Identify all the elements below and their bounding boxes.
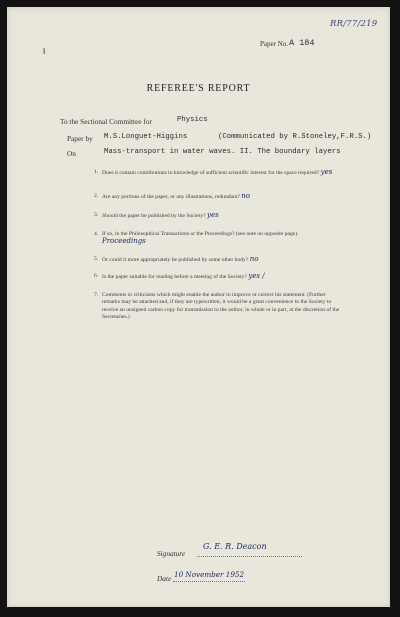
question-1 — [94, 168, 342, 177]
question-number: 7. — [94, 292, 99, 298]
paper-no-label: Paper No. — [260, 40, 288, 48]
question-2 — [94, 192, 342, 201]
committee-value: Physics — [177, 116, 208, 124]
date-label: Date — [157, 574, 172, 583]
question-number: 2. — [94, 193, 99, 199]
paper-by-label: Paper by — [67, 134, 93, 143]
date-value: 10 November 1952 — [174, 570, 245, 579]
question-7 — [94, 292, 342, 322]
question-text: Is the paper suitable for reading before a meeting of the Society? — [102, 274, 247, 280]
question-number: 4. — [94, 231, 99, 237]
question-text: Are any portions of the paper, or any illustrations, redundant? — [102, 194, 240, 200]
archive-reference: RR/77/219 — [330, 19, 378, 29]
answer: no — [249, 255, 259, 263]
on-label: On — [67, 149, 76, 158]
question-text: Should the paper be published by the Society? — [102, 213, 206, 219]
question-number: 5. — [94, 256, 99, 262]
answer: yes / — [248, 272, 265, 280]
paper-no-value: A 184 — [289, 38, 315, 48]
signature-line — [197, 556, 302, 557]
question-text: If so, in the Philosophical Transactions or the Proceedings? (see note on opposite page). — [102, 231, 299, 237]
answer: yes — [207, 211, 219, 219]
margin-mark: ɫ — [43, 47, 46, 56]
question-text: Or could it more appropriately be published by some other body? — [102, 257, 249, 263]
question-3 — [94, 211, 342, 220]
page-title: REFEREE'S REPORT — [146, 83, 251, 94]
answer: Proceedings — [102, 237, 146, 246]
signature-value: G. E. R. Deacon — [203, 542, 267, 551]
question-text: Does it contain contributions to knowledge of sufficient scientific interest for the space required? — [102, 170, 320, 176]
on-value: Mass-transport in water waves. II. The boundary layers — [104, 148, 341, 156]
date-line — [173, 581, 245, 582]
question-4 — [94, 231, 342, 247]
committee-label: To the Sectional Committee for — [60, 117, 152, 126]
communicated-by: (Communicated by R.Stoneley,F.R.S.) — [218, 133, 372, 141]
question-number: 6. — [94, 273, 99, 279]
signature-label: Signature — [157, 549, 186, 558]
report-form — [7, 7, 390, 607]
answer: yes — [320, 168, 333, 176]
question-text: Comments or criticisms which might enable the author to improve or correct his statement. (Further remarks may be attached and, if they are typewritten, it would be a great convenience to the Society to receive an unsigned carbon copy for transmission to the author, in whole or in part, at the discretion of the Secretaries.) — [102, 292, 340, 321]
question-number: 3. — [94, 212, 99, 218]
answer: no — [241, 192, 251, 200]
paper-by-value: M.S.Longuet-Higgins — [104, 133, 188, 141]
question-6 — [94, 272, 342, 281]
question-number: 1. — [94, 169, 99, 175]
question-5 — [94, 255, 342, 264]
